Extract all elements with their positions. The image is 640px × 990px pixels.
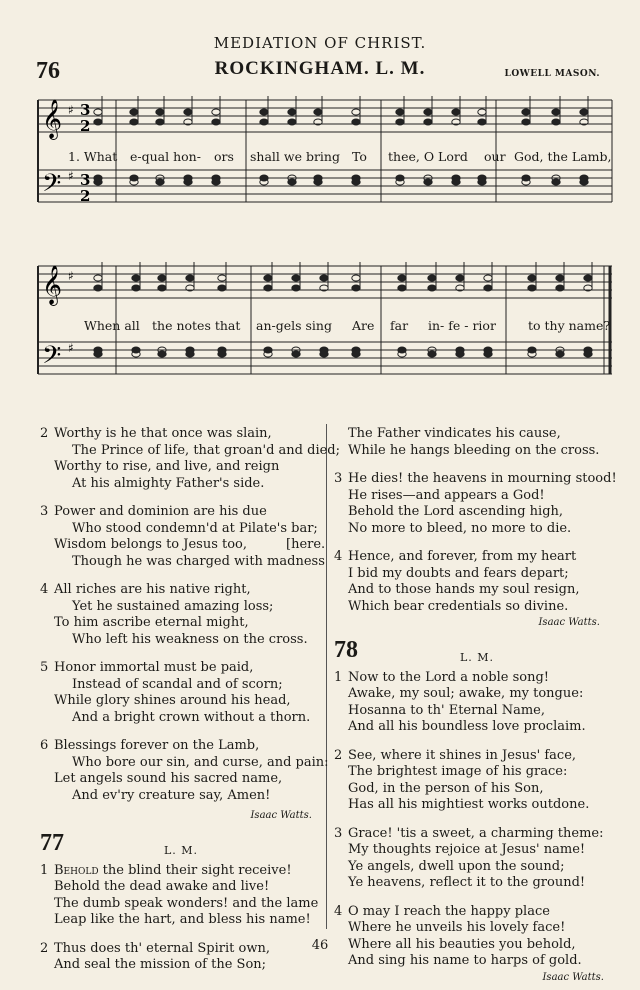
note-head (132, 275, 140, 281)
note-head (352, 351, 360, 357)
hymn-76-verses (40, 426, 340, 986)
verse-line: Thus does th' eternal Spirit own, (54, 940, 270, 956)
verse-line: Hence, and forever, from my heart (348, 549, 577, 564)
verse-line: Though he was charged with madness (72, 553, 325, 569)
note-head (94, 351, 102, 357)
verse-line: God, in the person of his Son, (348, 780, 544, 796)
note-head (580, 179, 588, 185)
verse-line: And ev'ry creature say, Amen! (72, 787, 271, 803)
verse-line: Ye angels, dwell upon the sound; (348, 858, 565, 874)
verse-line: Ye heavens, reflect it to the ground! (348, 875, 586, 890)
time-sig-top: 3 (80, 101, 91, 119)
note-head (522, 119, 530, 125)
note-head (94, 275, 102, 281)
note-head (556, 275, 564, 281)
lyric-syllable: our (484, 149, 506, 164)
hymn-77-number: 77 (40, 829, 64, 856)
lyric-syllable: To (352, 149, 367, 164)
verse-number: 6 (40, 738, 49, 753)
note-head (428, 275, 436, 281)
verse-line: He dies! the heavens in mourning stood! (348, 471, 617, 486)
note-head (452, 179, 460, 185)
note-head (288, 179, 296, 185)
verse-line: Who stood condemn'd at Pilate's bar; (72, 520, 318, 536)
verse (334, 748, 614, 814)
note-head (552, 119, 560, 125)
note-head (94, 109, 102, 115)
verse (40, 863, 324, 929)
verse-line: Hosanna to th' Eternal Name, (348, 702, 546, 718)
verse-line: Awake, my soul; awake, my tongue: (348, 686, 584, 701)
verse (40, 426, 340, 492)
lyric-syllable: thee, O Lord (388, 149, 468, 164)
verse-number: 4 (334, 549, 343, 564)
lyric-syllable: an-gels sing (256, 318, 332, 333)
lyric-syllable: the notes that (152, 318, 241, 333)
note-head (218, 285, 226, 291)
lyric-syllable: God, the Lamb, (514, 149, 612, 164)
verse-line: And a bright crown without a thorn. (72, 709, 311, 725)
lyric-syllable: Are (352, 318, 375, 333)
note-head (456, 351, 464, 357)
verse-number: 1 (40, 862, 49, 878)
verse (40, 738, 329, 804)
note-head (528, 285, 536, 291)
note-head (186, 351, 194, 357)
note-head (484, 275, 492, 281)
note-head (320, 275, 328, 281)
verse-line: And seal the mission of the Son; (54, 957, 267, 972)
verse-line: See, where it shines in Jesus' face, (348, 747, 577, 763)
note-head (218, 275, 226, 281)
verse (334, 471, 617, 537)
note-head (424, 109, 432, 115)
svg-text:♯: ♯ (68, 103, 74, 117)
verse-line: While he hangs bleeding on the cross. (348, 442, 600, 458)
note-head (218, 351, 226, 357)
note-head (580, 109, 588, 115)
verse-line: Now to the Lord a noble song! (348, 669, 549, 685)
verse-line: Honor immortal must be paid, (54, 660, 254, 675)
lyric-syllable: shall we bring (250, 149, 340, 164)
note-head (484, 351, 492, 357)
attribution: Isaac Watts. (542, 971, 604, 983)
verse (40, 660, 324, 726)
note-head (158, 351, 166, 357)
note-head (556, 285, 564, 291)
verse-line: The brightest image of his grace: (348, 764, 568, 779)
note-head (584, 275, 592, 281)
verse (334, 826, 614, 892)
treble-clef-icon: 𝄞 (42, 265, 63, 305)
note-head (292, 351, 300, 357)
verse-line: Behold the blind their sight receive! (54, 862, 292, 878)
verse-line: Power and dominion are his due (54, 504, 267, 519)
note-head (288, 109, 296, 115)
composer: LOWELL MASON. (504, 69, 600, 79)
note-head (184, 179, 192, 185)
verse-line: Worthy is he that once was slain, (54, 426, 272, 441)
section-title: MEDIATION OF CHRIST. (213, 34, 427, 52)
verse (40, 504, 324, 570)
bass-clef-icon: 𝄢 (42, 341, 62, 376)
verse (334, 904, 614, 970)
verse-line: Yet he sustained amazing loss; (72, 598, 274, 614)
note-head (156, 179, 164, 185)
note-head (452, 109, 460, 115)
treble-staff-1 (38, 100, 612, 132)
verse-line: Blessings forever on the Lamb, (54, 738, 260, 753)
note-head (212, 109, 220, 115)
verse-line: Has all his mightiest works outdone. (348, 797, 590, 812)
note-head (288, 119, 296, 125)
verse-number: 4 (40, 582, 49, 597)
note-head (156, 109, 164, 115)
verse-line: Behold the Lord ascending high, (348, 504, 564, 519)
note-head (260, 109, 268, 115)
note-head (292, 275, 300, 281)
attribution: Isaac Watts. (250, 810, 312, 821)
verse-line: Let angels sound his sacred name, (54, 771, 283, 786)
note-head (352, 275, 360, 281)
verse-line: Who left his weakness on the cross. (72, 631, 308, 647)
verse-line: And to those hands my soul resign, (348, 582, 580, 597)
verse-number: 3 (40, 504, 49, 519)
verse-line: To him ascribe eternal might, (54, 615, 249, 630)
svg-text:2: 2 (80, 187, 91, 205)
verse (334, 549, 614, 615)
note-head (352, 109, 360, 115)
note-head (94, 119, 102, 125)
lyric-syllable: to thy name? (528, 318, 611, 333)
verse-overflow: [here. (286, 537, 326, 552)
verse-line: The Father vindicates his cause, (348, 426, 561, 441)
verse-line: Instead of scandal and of scorn; (72, 676, 283, 692)
svg-text:♯: ♯ (68, 269, 74, 283)
verse-line: And all his boundless love proclaim. (348, 719, 586, 734)
verse-line: All riches are his native right, (54, 582, 251, 597)
note-head (552, 179, 560, 185)
note-head (292, 285, 300, 291)
note-head (184, 109, 192, 115)
note-head (478, 179, 486, 185)
lyric-syllable: in- fe - rior (428, 318, 496, 333)
verse-line: While glory shines around his head, (54, 693, 291, 708)
verse-line: Worthy to rise, and live, and reign (54, 459, 280, 474)
hymn-78-header (334, 636, 614, 670)
page-number: 46 (311, 938, 329, 953)
note-head (396, 109, 404, 115)
verse-line: Where all his beauties you behold, (348, 936, 576, 952)
note-head (212, 179, 220, 185)
verse-line: Where he unveils his lovely face! (348, 920, 566, 935)
verse-number: 2 (334, 747, 343, 763)
verse-line: At his almighty Father's side. (72, 475, 265, 491)
note-head (264, 285, 272, 291)
note-head (478, 119, 486, 125)
verse-line: My thoughts rejoice at Jesus' name! (348, 842, 586, 857)
verse-line: No more to bleed, no more to die. (348, 520, 572, 536)
verse-number: 2 (40, 940, 49, 956)
note-head (130, 119, 138, 125)
note-head (552, 109, 560, 115)
note-head (94, 285, 102, 291)
hymn-76-number: 76 (36, 58, 60, 84)
hymn-77-meter: L. M. (164, 843, 199, 857)
note-head (260, 119, 268, 125)
verse-line: The dumb speak wonders! and the lame (54, 895, 319, 911)
verse-line: Behold the dead awake and live! (54, 879, 270, 894)
note-head (352, 119, 360, 125)
verse-line: Leap like the hart, and bless his name! (54, 912, 311, 927)
note-head (528, 275, 536, 281)
svg-text:3: 3 (80, 171, 91, 189)
verse-line: He rises—and appears a God! (348, 487, 545, 503)
note-head (478, 109, 486, 115)
verse-line: And sing his name to harps of gold. (348, 953, 582, 968)
note-head (352, 285, 360, 291)
note-head (314, 109, 322, 115)
note-head (484, 285, 492, 291)
verse-line: I bid my doubts and fears depart; (348, 565, 569, 581)
note-head (132, 285, 140, 291)
verse-number: 1 (334, 669, 343, 685)
note-head (130, 109, 138, 115)
note-head (156, 119, 164, 125)
verse-number: 5 (40, 660, 49, 675)
note-head (428, 351, 436, 357)
verse-line: The Prince of life, that groan'd and died; (72, 442, 340, 458)
lyric-syllable: e-qual hon- (130, 149, 201, 164)
hymn-77-header (40, 829, 324, 863)
note-head (398, 285, 406, 291)
note-head (158, 285, 166, 291)
lyric-syllable: ors (214, 149, 234, 164)
note-head (584, 351, 592, 357)
verse-line: Which bear credentials so divine. (348, 598, 569, 614)
note-head (556, 351, 564, 357)
treble-staff-2 (38, 266, 612, 298)
verse-number: 2 (40, 426, 49, 441)
note-head (424, 119, 432, 125)
hymn-77-continued (334, 426, 617, 986)
attribution: Isaac Watts. (538, 617, 600, 628)
note-head (352, 179, 360, 185)
first-word: Behold (54, 862, 99, 878)
note-head (522, 109, 530, 115)
verse-number: 4 (334, 903, 343, 919)
column-divider (326, 424, 327, 929)
note-head (396, 119, 404, 125)
treble-clef-icon: 𝄞 (42, 99, 63, 139)
note-head (186, 275, 194, 281)
note-head (158, 275, 166, 281)
time-sig-bottom: 2 (80, 117, 91, 135)
lyric-syllable: When all (84, 318, 140, 333)
lyric-syllable: 1. What (68, 149, 118, 164)
verse-line: Who bore our sin, and curse, and pain: (72, 754, 329, 770)
verse-number: 3 (334, 471, 343, 486)
note-head (212, 119, 220, 125)
note-head (94, 179, 102, 185)
verse (334, 670, 614, 736)
note-head (398, 275, 406, 281)
note-head (264, 275, 272, 281)
lyric-syllable: far (390, 318, 409, 333)
verse-line: O may I reach the happy place (348, 903, 550, 919)
tune-title: ROCKINGHAM. L. M. (214, 58, 426, 79)
verse-number: 3 (334, 825, 343, 841)
note-head (456, 275, 464, 281)
svg-text:♯: ♯ (68, 341, 74, 355)
note-head (320, 351, 328, 357)
hymn-78-meter: L. M. (460, 650, 495, 664)
svg-text:♯: ♯ (68, 169, 74, 183)
note-head (428, 285, 436, 291)
note-head (424, 179, 432, 185)
bass-clef-icon: 𝄢 (42, 169, 62, 204)
verse-line: Wisdom belongs to Jesus too, [here. (54, 537, 326, 552)
verse (334, 426, 614, 459)
verse (40, 582, 324, 648)
hymn-78-number: 78 (334, 636, 358, 663)
note-head (314, 179, 322, 185)
verse-line: Grace! 'tis a sweet, a charming theme: (348, 825, 604, 841)
